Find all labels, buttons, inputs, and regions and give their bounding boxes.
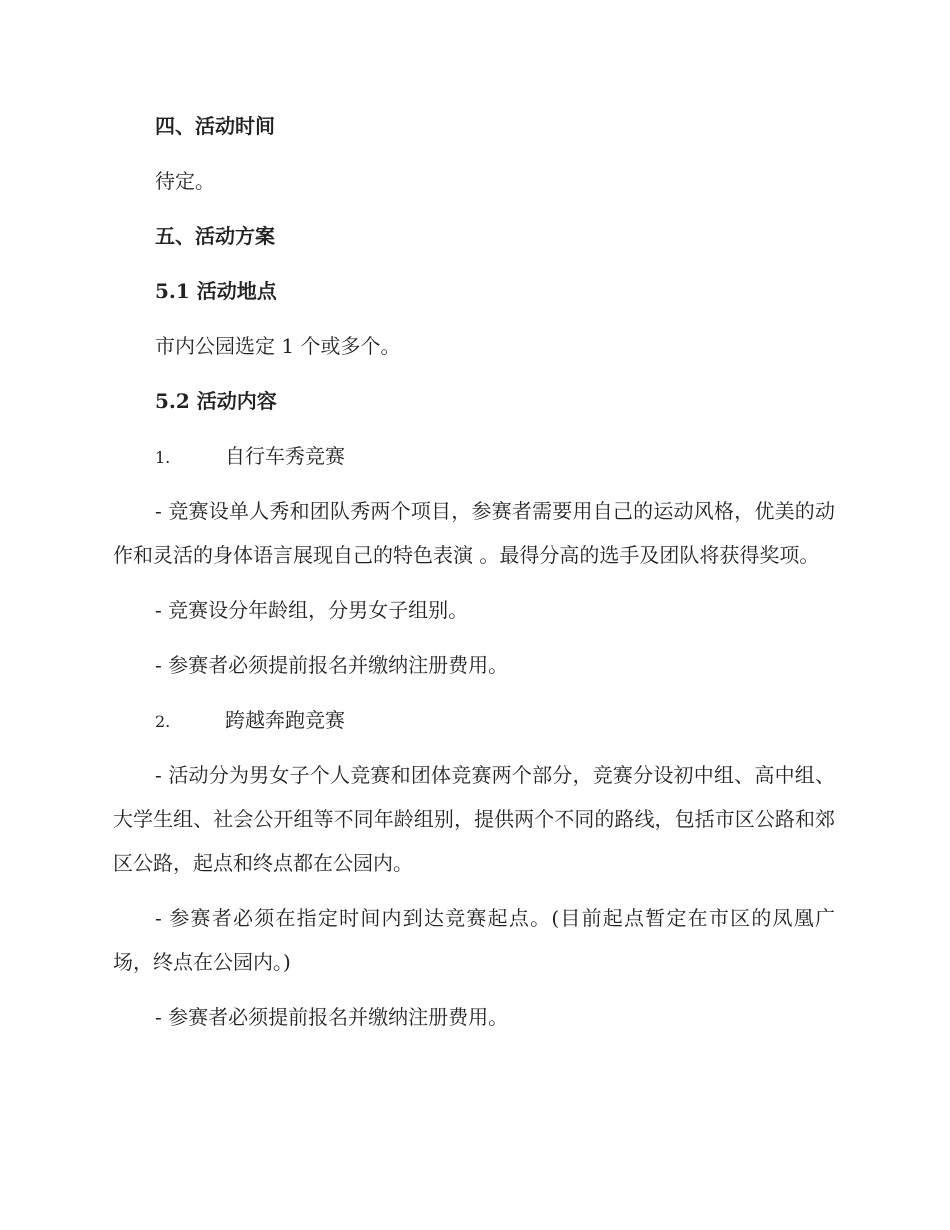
item-1-paragraph-3: - 参赛者必须提前报名并缴纳注册费用。 [155,653,509,677]
section-5-1-heading: 5.1 活动地点 [155,279,277,303]
item-2-paragraph-1: - 活动分为男女子个人竞赛和团体竞赛两个部分，竞赛分设初中组、高中组、大学生组、社会公开组等不同年龄组别，提供两个不同的路线，包括市区公路和郊区公路，起点和终点都在公园内。 [113,763,835,875]
list-item-2 [113,698,835,742]
item-1-paragraph-1: - 竞赛设单人秀和团队秀两个项目，参赛者需要用自己的运动风格，优美的动作和灵活的身体语言展现自己的特色表演 。最得分高的选手及团队将获得奖项。 [113,499,835,567]
list-item-1-title: 自行车秀竞赛 [225,444,345,468]
section-5-2-heading: 5.2 活动内容 [155,389,277,413]
list-item-1-number: 1. [155,448,171,467]
document-body [113,104,835,1050]
item-1-paragraph-2: - 竞赛设分年龄组，分男女子组别。 [155,598,469,622]
item-2-paragraph-3: - 参赛者必须提前报名并缴纳注册费用。 [155,1005,509,1029]
section-4-text: 待定。 [155,169,215,193]
item-2-paragraph-2: - 参赛者必须在指定时间内到达竞赛起点。(目前起点暂定在市区的凤凰广场，终点在公园内。) [113,906,835,974]
section-5-heading: 五、活动方案 [155,224,275,248]
list-item-1 [113,434,835,478]
list-item-2-title: 跨越奔跑竞赛 [225,708,345,732]
section-4-heading: 四、活动时间 [155,114,275,138]
list-item-2-number: 2. [155,712,171,731]
section-5-1-text: 市内公园选定 1 个或多个。 [155,334,401,358]
